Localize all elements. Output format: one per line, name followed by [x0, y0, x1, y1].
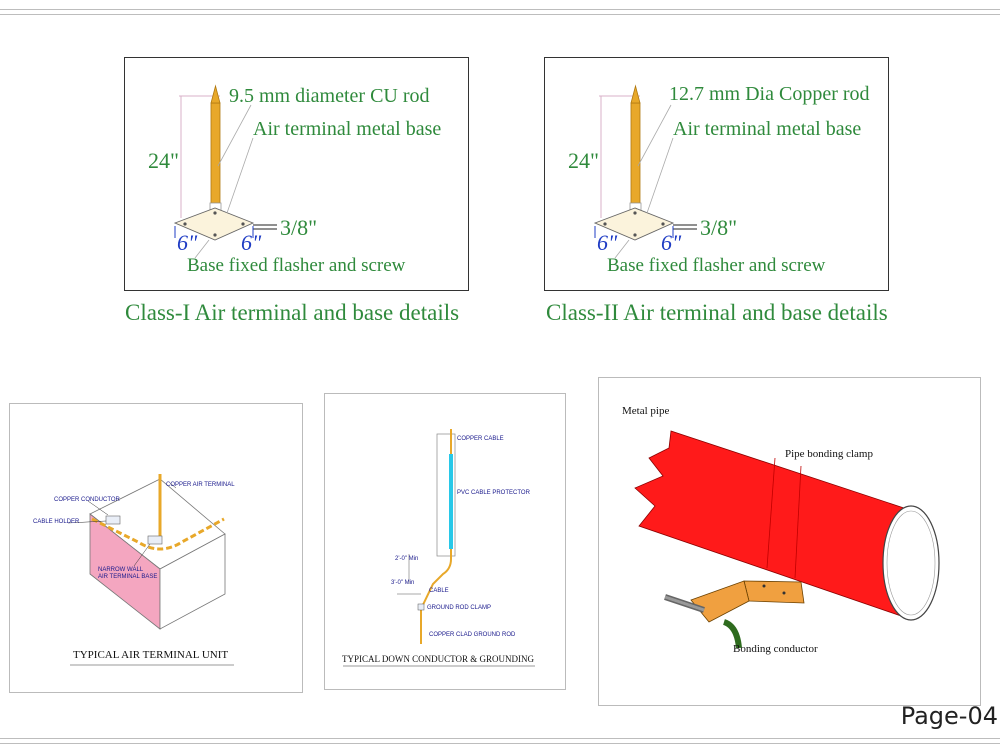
- copper-air-terminal-label: COPPER AIR TERMINAL: [166, 482, 235, 488]
- thickness-dimension: 3/8": [700, 215, 738, 240]
- bonding-conductor-label: Bonding conductor: [733, 643, 818, 655]
- metal-pipe-label: Metal pipe: [622, 405, 670, 417]
- screw-label: Base fixed flasher and screw: [187, 255, 406, 276]
- cable-label: CABLE: [429, 588, 449, 594]
- bonding-clamp: [744, 581, 804, 603]
- class1-detail-panel: [124, 57, 469, 291]
- width-right-dimension: 6": [241, 230, 262, 255]
- top-border: [0, 9, 1000, 10]
- narrow-wall-label: NARROW WALL: [98, 567, 144, 573]
- pvc-cable-protector: [449, 454, 453, 549]
- pipe-bonding-panel: [598, 377, 981, 706]
- base-label: Air terminal metal base: [673, 118, 862, 140]
- rod-label: 9.5 mm diameter CU rod: [229, 85, 430, 107]
- copper-conductor-label: COPPER CONDUCTOR: [54, 497, 120, 503]
- pipe-end: [883, 506, 939, 620]
- dim-2ft-label: 2'-0" Min: [395, 556, 419, 562]
- copper-rod: [631, 103, 640, 203]
- ground-clamp-label: GROUND ROD CLAMP: [427, 605, 492, 611]
- down-conductor-drawing: [325, 394, 565, 689]
- width-left-dimension: 6": [597, 230, 618, 255]
- cable-holder-label: CABLE HOLDER: [33, 519, 80, 525]
- down-conductor-panel: [324, 393, 566, 690]
- page-number: Page-04: [900, 702, 998, 730]
- down-conductor-title: TYPICAL DOWN CONDUCTOR & GROUNDING: [342, 654, 534, 664]
- thickness-dimension: 3/8": [280, 215, 318, 240]
- top-border-inner: [0, 14, 1000, 15]
- height-dimension: 24": [568, 148, 599, 173]
- class2-detail-panel: [544, 57, 889, 291]
- rod-tip: [631, 86, 640, 103]
- ground-rod-label: COPPER CLAD GROUND ROD: [429, 632, 516, 638]
- screw-label: Base fixed flasher and screw: [607, 255, 826, 276]
- class2-caption: Class-II Air terminal and base details: [546, 300, 888, 325]
- air-terminal-base-label: AIR TERMINAL BASE: [98, 574, 158, 580]
- rod-tip: [211, 86, 220, 103]
- copper-cable-label: COPPER CABLE: [457, 436, 504, 442]
- bottom-border: [0, 738, 1000, 739]
- bottom-border-inner: [0, 743, 1000, 744]
- rod-label: 12.7 mm Dia Copper rod: [669, 83, 870, 105]
- height-dimension: 24": [148, 148, 179, 173]
- base-label: Air terminal metal base: [253, 118, 442, 140]
- air-terminal-unit-panel: [9, 403, 303, 693]
- pipe-bonding-drawing: [599, 378, 980, 705]
- width-left-dimension: 6": [177, 230, 198, 255]
- copper-rod: [211, 103, 220, 203]
- unit-title: TYPICAL AIR TERMINAL UNIT: [73, 649, 229, 661]
- pvc-protector-label: PVC CABLE PROTECTOR: [457, 490, 530, 496]
- class1-caption: Class-I Air terminal and base details: [125, 300, 460, 325]
- width-right-dimension: 6": [661, 230, 682, 255]
- clamp-label: Pipe bonding clamp: [785, 448, 873, 460]
- dim-3ft-label: 3'-0" Min: [391, 580, 415, 586]
